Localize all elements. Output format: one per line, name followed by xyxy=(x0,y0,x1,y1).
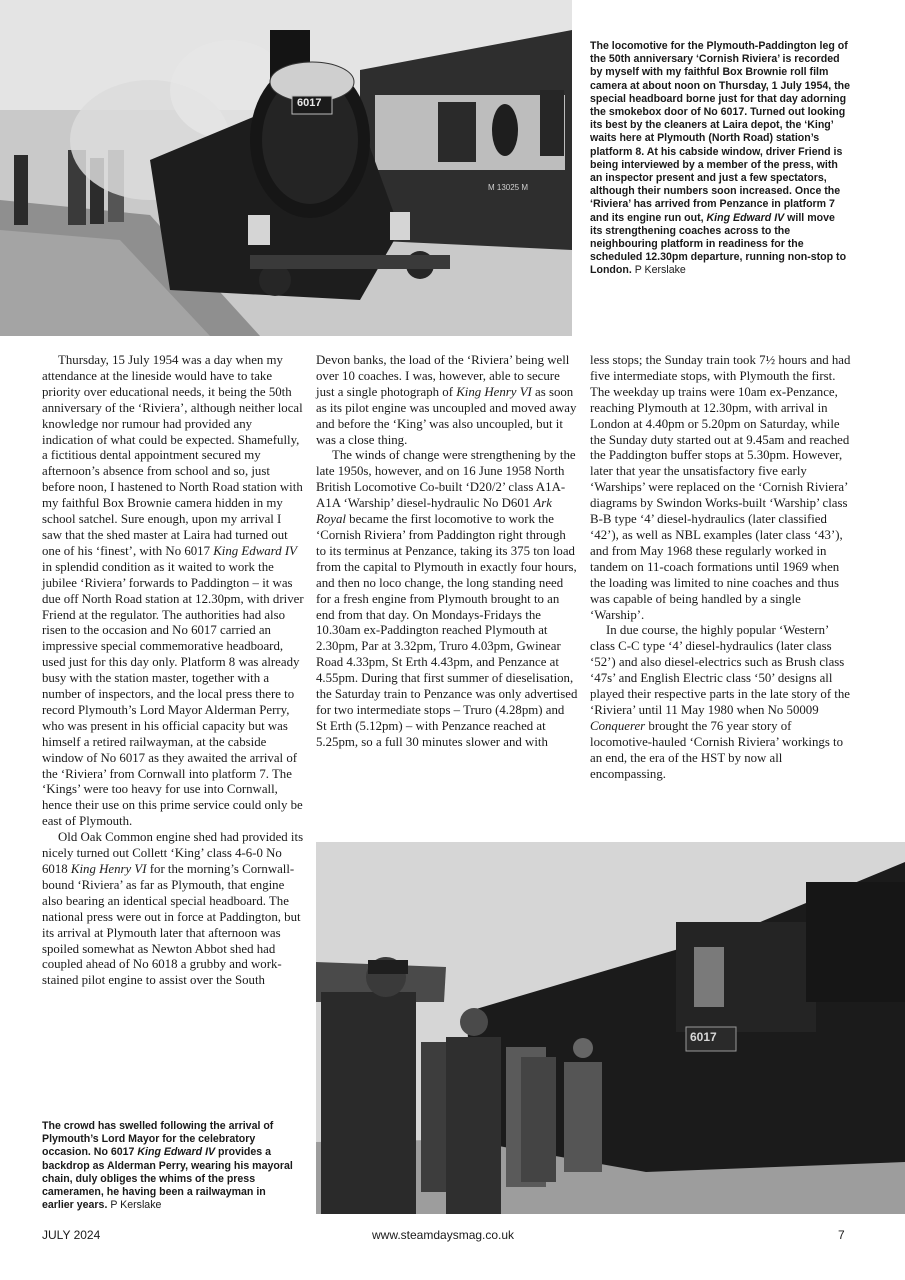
caption-text: The crowd has swelled following the arrival of Plymouth’s Lord Mayor for the celebratory occasion. No 6017 xyxy=(42,1120,274,1159)
caption-text: will move its strengthening coaches across to the neighbouring platform in readiness for the scheduled 12.30pm departure, running non-stop to London. xyxy=(590,211,847,277)
footer-issue-date: JULY 2024 xyxy=(42,1228,101,1242)
bottom-photo xyxy=(316,842,905,1214)
paragraph: Devon banks, the load of the ‘Riviera’ being well over 10 coaches. I was, however, able to secure just a single photograph of King Henry VI as soon as its pilot engine was uncoupled and moved away and before the ‘King’ was also uncoupled, but it was a close thing. xyxy=(316,353,577,447)
article-column-1 xyxy=(42,353,304,989)
caption-locomotive-name: King Edward IV xyxy=(706,211,785,224)
caption-text: provides a backdrop as Alderman Perry, wearing his mayoral chain, duly obliges the whims of the press cameramen, he having been a railwayman in earlier years. xyxy=(42,1146,293,1212)
page-number: 7 xyxy=(838,1228,845,1242)
paragraph: The winds of change were strengthening by the late 1950s, however, and on 16 June 1958 North British Locomotive Co-built ‘D20/2’ class A1A-A1A ‘Warship’ diesel-hydraulic No D601 Ark Royal became the first locomotive to work the ‘Cornish Riviera’ from Paddington right through to its terminus at Penzance, taking its 375 ton load from the capital to Plymouth in exactly four hours, and then no loco change, the long standing need for a fresh engine from Plymouth brought to an end from that day. On Mondays-Fridays the 10.30am ex-Paddington reached Plymouth at 2.30pm, Par at 3.32pm, Truro 4.03pm, Gwinear Road 4.33pm, St Erth 4.43pm, and Penzance at 4.55pm. During that first summer of dieselisation, the Saturday train to Penzance was only advertised for two intermediate stops – Truro (4.28pm) and St Erth (5.12pm) – with Penzance reached at 5.25pm, so a full 30 minutes slower and with xyxy=(316,448,578,749)
cabside-number: 6017 xyxy=(690,1030,717,1044)
photo-credit: P Kerslake xyxy=(634,264,686,277)
bottom-photo-caption xyxy=(42,1120,297,1212)
bottom-photo-illustration xyxy=(316,842,905,1214)
caption-locomotive-name: King Edward IV xyxy=(137,1146,216,1159)
paragraph: Thursday, 15 July 1954 was a day when my attendance at the lineside would have to take priority over educational needs, it being the 50th anniversary of the ‘Riviera’, although neither local knowledge nor rumour had provided any indication of what could be expected. Shamefully, a fictitious dental appointment secured my afternoon’s absence from school and so, just before noon, I hastened to North Road station with my faithful Box Brownie camera hidden in my school satchel. Sure enough, upon my arrival I saw that the shed master at Laira had turned out one of his ‘finest’, with No 6017 King Edward IV in splendid condition as it waited to work the jubilee ‘Riviera’ forwards to Paddington – it was due off North Road station at 12.30pm, with driver Friend at the regulator. The authorities had also risen to the occasion and No 6017 carried an impressive special commemorative headboard, used just for this day only. Platform 8 was already busy with the station master, together with a number of inspectors, and the local press there to record Plymouth’s Lord Mayor Alderman Perry, who was present in his official capacity but was himself a retired railwayman, at the cabside window of No 6017 as they awaited the arrival of the ‘Riviera’ from Cornwall into platform 7. The ‘Kings’ were too heavy for use into Cornwall, hence their use on this prime service could only be east of Plymouth. xyxy=(42,353,304,829)
coach-number: M 13025 M xyxy=(488,183,529,192)
photo-credit: P Kerslake xyxy=(110,1199,162,1212)
top-photo-illustration xyxy=(0,0,572,336)
paragraph: less stops; the Sunday train took 7½ hours and had five intermediate stops, with Plymouth the first. The weekday up trains were 10am ex-Penzance, reaching Plymouth at 12.30pm, with arrival in London at 4.40pm or 5.20pm on Saturday, while the Sunday duty started out at 9.45am and reached the Paddington buffer stops at 5.30pm. However, later that year the unsatisfactory five early ‘Warships’ were replaced on the ‘Cornish Riviera’ diagrams by Swindon Works-built ‘Warship’ class B-B type ‘4’ diesel-hydraulics (later classified ‘42’), as well as NBL examples (later class ‘43’), and from May 1968 these regularly worked in tandem on 11-coach formations until 1969 when the loading was limited to nine coaches and thus was capable of being handled by a single ‘Warship’. xyxy=(590,353,851,622)
paragraph: Old Oak Common engine shed had provided its nicely turned out Collett ‘King’ class 4-6-0 No 6018 King Henry VI for the morning’s Cornwall-bound ‘Riviera’ as far as Plymouth, that engine also bearing an identical special headboard. The national press were out in force at Paddington, but its arrival at Plymouth later that afternoon was spoiled somewhat as Newton Abbot shed had coupled ahead of No 6018 a grubby and work-stained pilot engine to assist over the South xyxy=(42,830,304,988)
paragraph: In due course, the highly popular ‘Western’ class C-C type ‘4’ diesel-hydraulics (later class ‘52’) and also diesel-electrics such as Brush class ‘47s’ and English Electric class ‘50’ designs all played their respective parts in the late story of the ‘Riviera’ until 11 May 1980 when No 50009 Conquerer brought the 76 year story of locomotive-hauled ‘Cornish Riviera’ workings to an end, the era of the HST by now all encompassing. xyxy=(590,623,850,781)
article-column-3 xyxy=(590,353,852,782)
caption-text: The locomotive for the Plymouth-Paddington leg of the 50th anniversary ‘Cornish Riviera’ is recorded by myself with my faithful Box Brownie roll film camera at about noon on Thursday, 1 July 1954, the special headboard borne just for that day adorning the smokebox door of No 6017. Turned out looking its best by the cleaners at Laira depot, the ‘King’ waits here at Plymouth (North Road) station’s platform 8. At his cabside window, driver Friend is being interviewed by a member of the press, with an inspector present and just a few spectators, although their numbers soon increased. Once the ‘Riviera’ has arrived from Penzance in platform 7 and its engine run out, xyxy=(590,40,851,224)
smokebox-number: 6017 xyxy=(297,97,322,109)
article-column-2 xyxy=(316,353,578,751)
top-photo-caption xyxy=(590,40,850,278)
footer-website: www.steamdaysmag.co.uk xyxy=(372,1228,515,1242)
top-photo xyxy=(0,0,572,336)
